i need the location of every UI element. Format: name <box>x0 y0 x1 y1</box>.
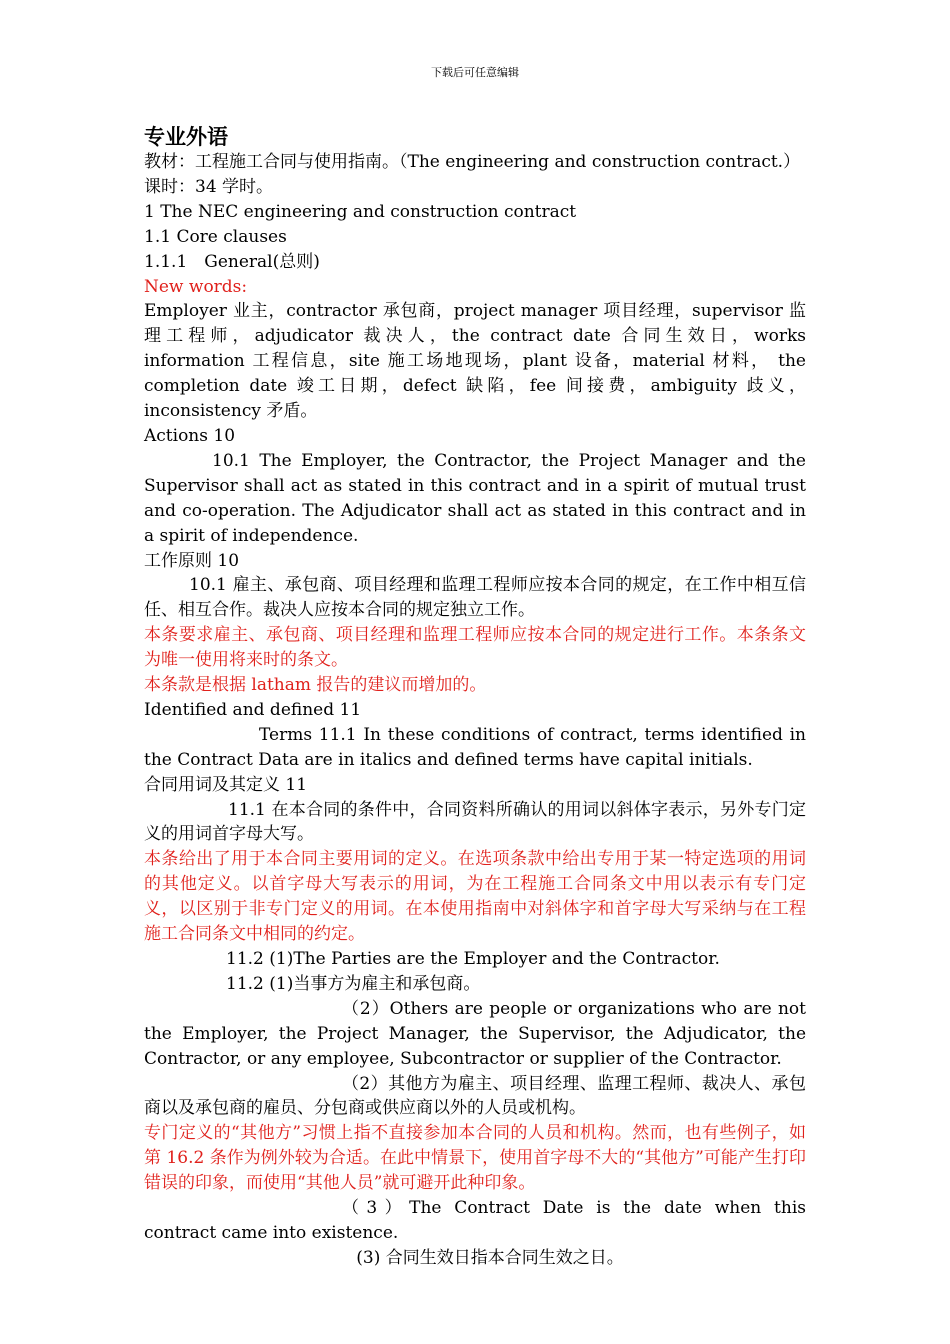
actions-heading: Actions 10 <box>144 425 236 446</box>
document-body <box>144 124 806 1271</box>
page-header-note: 下载后可任意编辑 <box>431 66 519 79</box>
clause-11-1-chinese: 11.1 在本合同的条件中，合同资料所确认的用词以斜体字表示，另外专门定义的用词首字母大写。 <box>144 799 806 845</box>
terms-heading-chinese: 合同用词及其定义 11 <box>144 774 308 795</box>
clause-10-note: 本条要求雇主、承包商、项目经理和监理工程师应按本合同的规定进行工作。本条条文为唯一使用将来时的条文。 <box>144 625 806 671</box>
work-principle-heading: 工作原则 10 <box>144 550 240 571</box>
clause-11-2-1-chinese: 11.2 (1)当事方为雇主和承包商。 <box>226 973 481 994</box>
clause-11-2-1-english: 11.2 (1)The Parties are the Employer and the Contractor. <box>226 949 720 969</box>
document-title: 专业外语 <box>144 124 228 149</box>
identified-defined-heading: Identified and defined 11 <box>144 699 362 720</box>
section-heading-1-1-1: 1.1.1 General(总则) <box>144 251 320 272</box>
new-words-list: Employer 业主，contractor 承包商，project manager 项目经理，supervisor 监理工程师，adjudicator 裁决人，the contract date 合同生效日，works information 工程信息，site 施工场地现场，plant 设备，material 材料， the completion date 竣工日期，defect 缺陷，fee 间接费，ambiguity 歧义，inconsistency 矛盾。 <box>144 301 806 422</box>
clause-11-2-2-note: 专门定义的“其他方”习惯上指不直接参加本合同的人员和机构。然而，也有些例子，如第 16.2 条作为例外较为合适。在此中情景下，使用首字母不大的“其他方”可能产生打印错误的印象，而使用“其他人员”就可避开此种印象。 <box>144 1123 806 1194</box>
clause-10-1-chinese: 10.1 雇主、承包商、项目经理和监理工程师应按本合同的规定，在工作中相互信任、相互合作。裁决人应按本合同的规定独立工作。 <box>144 575 806 621</box>
section-heading-1-1: 1.1 Core clauses <box>144 226 287 247</box>
clause-11-2-2-english: （2）Others are people or organizations who are not the Employer, the Project Manager, the Supervisor, the Adjudicator, the Contractor, or any employee, Subcontractor or supplier of the Contractor. <box>144 998 806 1069</box>
clause-11-2-3-english: （3）The Contract Date is the date when this contract came into existence. <box>144 1198 806 1243</box>
clause-11-note: 本条给出了用于本合同主要用词的定义。在选项条款中给出专用于某一特定选项的用词的其他定义。以首字母大写表示的用词，为在工程施工合同条文中用以表示有专门定义，以区别于非专门定义的用词。在本使用指南中对斜体字和首字母大写采纳与在工程施工合同条文中相同的约定。 <box>144 849 806 945</box>
hours-line: 课时：34 学时。 <box>144 176 274 197</box>
clause-11-1-english: Terms 11.1 In these conditions of contract, terms identified in the Contract Data are in italics and defined terms have capital initials. <box>144 724 806 770</box>
clause-10-1-english: 10.1 The Employer, the Contractor, the Project Manager and the Supervisor shall act as stated in this contract and in a spirit of mutual trust and co-operation. The Adjudicator shall act as stated in this contract and in a spirit of independence. <box>144 450 806 546</box>
new-words-label: New words: <box>144 276 248 297</box>
section-heading-1: 1 The NEC engineering and construction contract <box>144 201 577 222</box>
textbook-line: 教材：工程施工合同与使用指南。（The engineering and construction contract.） <box>144 152 801 172</box>
clause-11-2-3-chinese: (3) 合同生效日指本合同生效之日。 <box>356 1247 624 1268</box>
clause-10-latham-note: 本条款是根据 latham 报告的建议而增加的。 <box>144 675 487 696</box>
clause-11-2-2-chinese: （2）其他方为雇主、项目经理、监理工程师、裁决人、承包商以及承包商的雇员、分包商或供应商以外的人员或机构。 <box>144 1073 806 1119</box>
